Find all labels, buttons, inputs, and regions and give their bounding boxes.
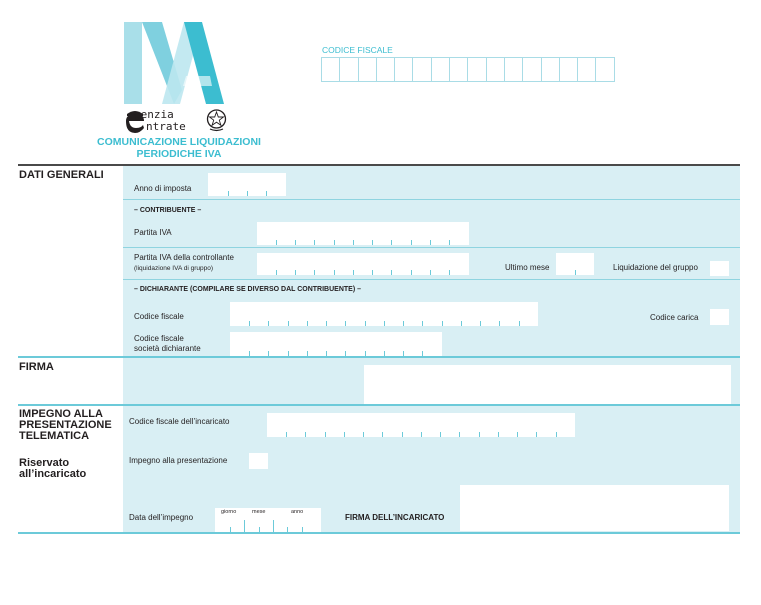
data-impegno-input[interactable] — [215, 508, 321, 532]
liquidazione-gruppo-checkbox[interactable] — [710, 261, 729, 276]
liquidazione-gruppo-label: Liquidazione del gruppo — [613, 263, 698, 272]
impegno-title-line2: PRESENTAZIONE — [19, 419, 112, 431]
cf-societa-input[interactable] — [230, 332, 442, 356]
cf-dichiarante-input[interactable] — [230, 302, 538, 326]
riservato-line1: Riservato — [19, 457, 70, 469]
codice-fiscale-label: CODICE FISCALE — [322, 45, 393, 55]
document-title — [84, 136, 274, 160]
ultimo-mese-input[interactable] — [556, 253, 594, 275]
controllante-label: Partita IVA della controllante — [134, 253, 234, 262]
iva-logo — [122, 20, 226, 106]
divider — [123, 199, 740, 200]
firma-title: FIRMA — [19, 361, 54, 373]
dati-generali-title: DATI GENERALI — [19, 169, 104, 181]
divider — [123, 247, 740, 248]
anno-label: anno — [291, 509, 304, 515]
codice-fiscale-input[interactable] — [321, 57, 615, 82]
firma-incaricato-label: FIRMA DELL’INCARICATO — [345, 513, 445, 522]
codice-carica-label: Codice carica — [650, 313, 699, 322]
cf-societa-label-line2: società dichiarante — [134, 344, 201, 353]
mese-label: mese — [252, 509, 266, 515]
dichiarante-heading: – DICHIARANTE (COMPILARE SE DIVERSO DAL CONTRIBUENTE) – — [134, 286, 361, 293]
partita-iva-label: Partita IVA — [134, 228, 172, 237]
contribuente-heading: – CONTRIBUENTE – — [134, 207, 202, 214]
firma-incaricato-box[interactable] — [460, 485, 729, 531]
impegno-title-line3: TELEMATICA — [19, 430, 90, 442]
anno-imposta-label: Anno di imposta — [134, 184, 192, 193]
riservato-title — [19, 458, 86, 480]
anno-imposta-input[interactable] — [208, 173, 286, 196]
partita-iva-controllante-input[interactable] — [257, 253, 469, 275]
cf-societa-label-line1: Codice fiscale — [134, 334, 184, 343]
ultimo-mese-label: Ultimo mese — [505, 263, 550, 272]
impegno-title — [19, 409, 112, 442]
impegno-title-line1: IMPEGNO ALLA — [19, 408, 103, 420]
divider — [123, 279, 740, 280]
cf-incaricato-input[interactable] — [267, 413, 575, 437]
document-title-line2: PERIODICHE IVA — [136, 148, 222, 160]
giorno-label: giorno — [221, 509, 237, 515]
controllante-sublabel: (liquidazione IVA di gruppo) — [134, 265, 214, 272]
riservato-line2: all’incaricato — [19, 468, 87, 480]
impegno-presentazione-label: Impegno alla presentazione — [129, 456, 228, 465]
agency-name-line2: ntrate — [146, 120, 186, 133]
firma-signature-box[interactable] — [364, 365, 731, 404]
agency-name-line1: genzia — [134, 108, 174, 121]
document-title-line1: COMUNICAZIONE LIQUIDAZIONI — [97, 136, 261, 148]
cf-dichiarante-label: Codice fiscale — [134, 312, 184, 321]
partita-iva-input[interactable] — [257, 222, 469, 245]
form-bottom-rule — [18, 532, 740, 534]
codice-carica-input[interactable] — [710, 309, 729, 325]
cf-incaricato-label: Codice fiscale dell’incaricato — [129, 417, 230, 426]
republic-emblem-icon — [206, 108, 227, 132]
data-impegno-label: Data dell’impegno — [129, 513, 194, 522]
impegno-presentazione-checkbox[interactable] — [249, 453, 268, 469]
